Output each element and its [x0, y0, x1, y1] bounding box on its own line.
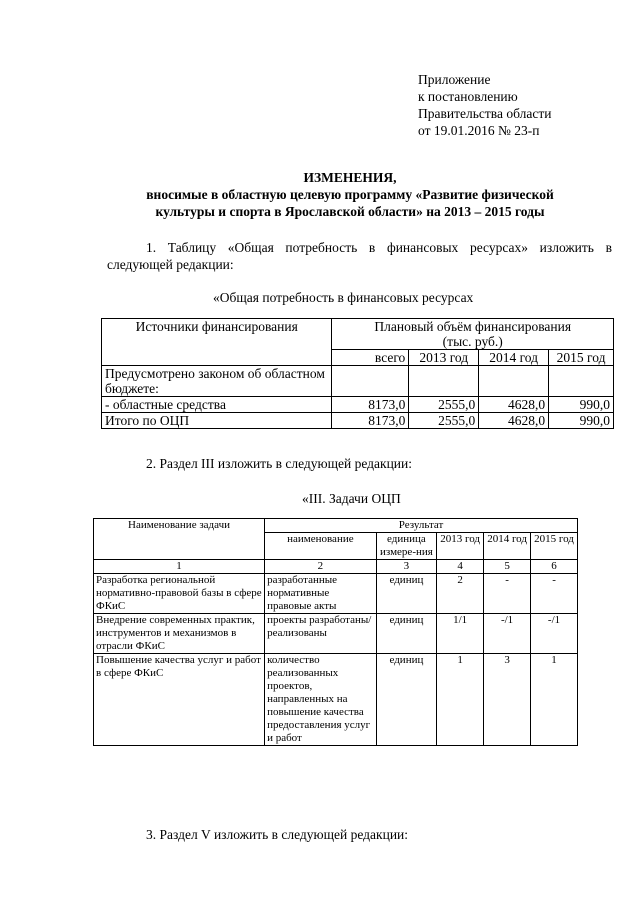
table-row — [94, 614, 578, 654]
table-header-row — [94, 519, 578, 533]
header-source: Источники финансирования — [102, 319, 332, 366]
row-2015: -/1 — [531, 614, 578, 654]
row-2013 — [409, 366, 479, 397]
paragraph-2: 2. Раздел III изложить в следующей редакции: — [146, 456, 413, 471]
subheader-total: всего — [332, 350, 409, 366]
heading-title: ИЗМЕНЕНИЯ, — [303, 170, 397, 185]
table-row-total — [102, 413, 614, 429]
subheader-2013: 2013 год — [437, 533, 484, 560]
row-2014: - — [484, 574, 531, 614]
row-total: 8173,0 — [332, 397, 409, 413]
appendix-line: к постановлению — [418, 89, 518, 104]
row-result-name: количество реализованных проектов, направленных на повышение качества предоставления услуг и работ — [265, 654, 377, 746]
heading-line: вносимые в областную целевую программу «Развитие физической — [146, 187, 554, 202]
table-row — [94, 654, 578, 746]
row-2014 — [479, 366, 549, 397]
appendix-date-line: от 19.01.2016 № 23-п — [418, 123, 540, 138]
subheader-2014: 2014 год — [479, 350, 549, 366]
finance-table — [101, 318, 614, 429]
appendix-block — [418, 71, 551, 139]
row-result-name: разработанные нормативные правовые акты — [265, 574, 377, 614]
row-unit: единиц — [376, 574, 437, 614]
row-task: Разработка региональной нормативно-правовой базы в сфере ФКиС — [94, 574, 265, 614]
row-name: Итого по ОЦП — [102, 413, 332, 429]
appendix-line: Правительства области — [418, 106, 552, 121]
row-2015: - — [531, 574, 578, 614]
col-number: 5 — [484, 560, 531, 574]
header-planned — [332, 319, 614, 350]
table-row — [102, 366, 614, 397]
row-2013: 2555,0 — [409, 413, 479, 429]
table1-caption: «Общая потребность в финансовых ресурсах — [213, 290, 474, 305]
header-planned-unit: (тыс. руб.) — [442, 334, 503, 349]
row-2015: 990,0 — [549, 397, 614, 413]
row-2013: 1 — [437, 654, 484, 746]
subheader-2013: 2013 год — [409, 350, 479, 366]
col-number: 2 — [265, 560, 377, 574]
row-unit: единиц — [376, 614, 437, 654]
appendix-line: Приложение — [418, 72, 491, 87]
row-task: Внедрение современных практик, инструментов и механизмов в отрасли ФКиС — [94, 614, 265, 654]
col-number: 3 — [376, 560, 437, 574]
col-number: 1 — [94, 560, 265, 574]
row-2013: 2555,0 — [409, 397, 479, 413]
row-unit: единиц — [376, 654, 437, 746]
table2-caption: «III. Задачи ОЦП — [302, 491, 401, 506]
row-name: Предусмотрено законом об областном бюджете: — [102, 366, 332, 397]
header-task: Наименование задачи — [94, 519, 265, 560]
row-result-name: проекты разработаны/ реализованы — [265, 614, 377, 654]
header-result: Результат — [265, 519, 578, 533]
document-heading — [60, 169, 640, 220]
subheader-2015: 2015 год — [549, 350, 614, 366]
row-2013: 1/1 — [437, 614, 484, 654]
table-row — [94, 574, 578, 614]
row-2015 — [549, 366, 614, 397]
subheader-name: наименование — [265, 533, 377, 560]
col-number: 4 — [437, 560, 484, 574]
row-2014: -/1 — [484, 614, 531, 654]
heading-line: культуры и спорта в Ярославской области» на 2013 – 2015 годы — [155, 204, 545, 219]
row-2015: 1 — [531, 654, 578, 746]
table-row — [102, 397, 614, 413]
row-2013: 2 — [437, 574, 484, 614]
row-2014: 4628,0 — [479, 397, 549, 413]
row-2015: 990,0 — [549, 413, 614, 429]
header-planned-line: Плановый объём финансирования — [374, 319, 572, 334]
col-number: 6 — [531, 560, 578, 574]
row-2014: 3 — [484, 654, 531, 746]
row-total: 8173,0 — [332, 413, 409, 429]
subheader-2015: 2015 год — [531, 533, 578, 560]
row-name: - областные средства — [102, 397, 332, 413]
paragraph-1: 1. Таблицу «Общая потребность в финансовых ресурсах» изложить в следующей редакции: — [107, 240, 612, 272]
subheader-2014: 2014 год — [484, 533, 531, 560]
row-2014: 4628,0 — [479, 413, 549, 429]
paragraph-3: 3. Раздел V изложить в следующей редакции: — [146, 827, 409, 842]
table-header-row — [102, 319, 614, 350]
row-total — [332, 366, 409, 397]
column-number-row — [94, 560, 578, 574]
row-task: Повышение качества услуг и работ в сфере ФКиС — [94, 654, 265, 746]
subheader-unit: единица измере-ния — [376, 533, 437, 560]
tasks-table — [93, 518, 578, 746]
